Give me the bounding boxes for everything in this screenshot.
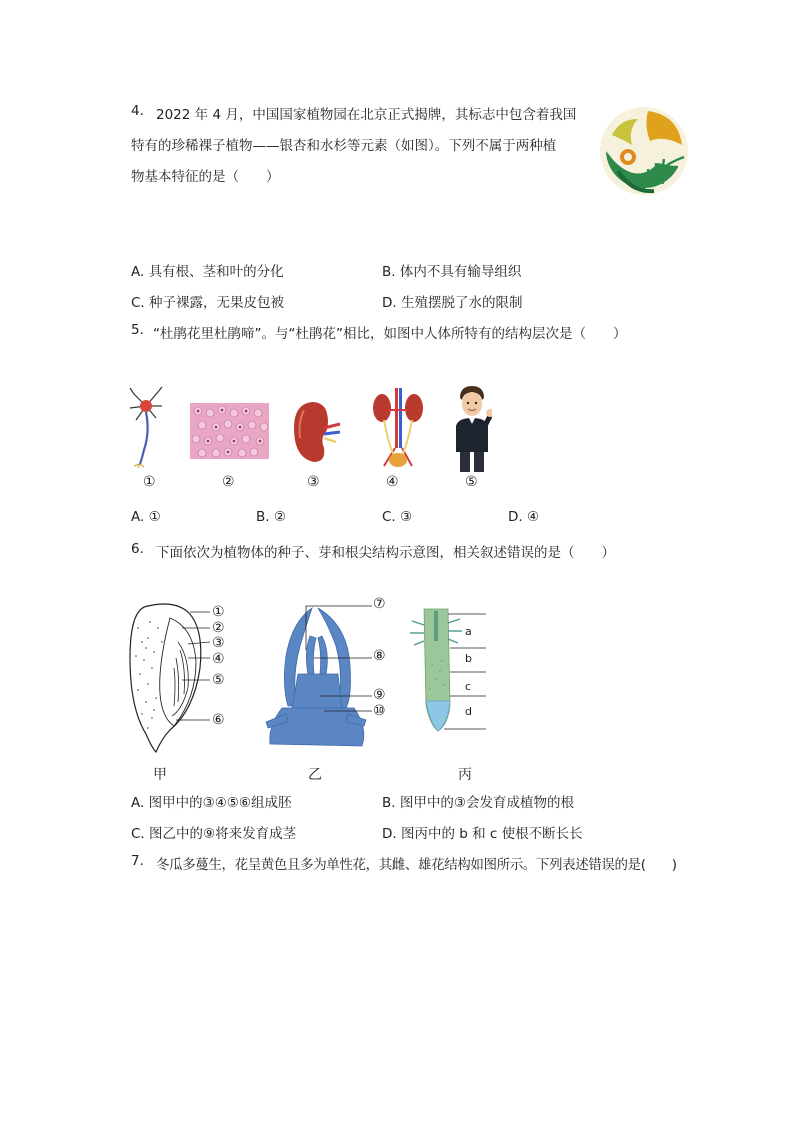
q5-option-d[interactable]: D. ④: [508, 509, 540, 525]
seed-label-6: ⑥: [212, 712, 225, 728]
q6-number: 6.: [131, 541, 144, 557]
q5-option-c[interactable]: C. ③: [382, 509, 413, 525]
person-image: [452, 386, 492, 472]
q6-option-c[interactable]: C. 图乙中的⑨将来发育成茎: [131, 826, 297, 842]
bud-diagram: [262, 596, 402, 752]
botanical-garden-logo: [598, 105, 690, 197]
root-label-d: d: [465, 705, 472, 718]
q4-number: 4.: [131, 103, 144, 119]
q4-line1: 2022 年 4 月，中国国家植物园在北京正式揭牌，其标志中包含着我国: [156, 107, 577, 123]
bud-label-9: ⑨: [373, 687, 386, 703]
q5-label-5: ⑤: [465, 474, 478, 490]
q5-label-4: ④: [386, 474, 399, 490]
seed-label-4: ④: [212, 651, 225, 667]
q5-label-2: ②: [222, 474, 235, 490]
bud-label-8: ⑧: [373, 648, 386, 664]
q6-stem: 下面依次为植物体的种子、芽和根尖结构示意图，相关叙述错误的是（ ）: [156, 545, 615, 561]
q6-option-b[interactable]: B. 图甲中的③会发育成植物的根: [382, 795, 574, 811]
caption-bing: 丙: [458, 767, 472, 783]
q5-label-1: ①: [143, 474, 156, 490]
q7-stem: 冬瓜多蔓生，花呈黄色且多为单性花，其雌、雄花结构如图所示。下列表述错误的是( ): [156, 857, 677, 873]
q4-option-d[interactable]: D. 生殖摆脱了水的限制: [382, 295, 523, 311]
q5-label-3: ③: [307, 474, 320, 490]
bud-label-7: ⑦: [373, 596, 386, 612]
q4-option-a[interactable]: A. 具有根、茎和叶的分化: [131, 264, 284, 280]
seed-label-5: ⑤: [212, 672, 225, 688]
q5-option-b[interactable]: B. ②: [256, 509, 286, 525]
urinary-system-image: [370, 386, 426, 472]
seed-label-2: ②: [212, 620, 225, 636]
q5-option-a[interactable]: A. ①: [131, 509, 161, 525]
q4-line3: 物基本特征的是（ ）: [131, 169, 280, 185]
q4-option-b[interactable]: B. 体内不具有输导组织: [382, 264, 522, 280]
q7-number: 7.: [131, 853, 144, 869]
root-label-a: a: [465, 625, 472, 638]
seed-label-1: ①: [212, 604, 225, 620]
seed-label-3: ③: [212, 635, 225, 651]
seed-diagram: [118, 598, 258, 758]
root-tip-diagram: [404, 605, 490, 737]
caption-yi: 乙: [308, 767, 322, 783]
kidney-image: [290, 398, 344, 466]
q4-option-c[interactable]: C. 种子裸露，无果皮包被: [131, 295, 285, 311]
q4-line2: 特有的珍稀裸子植物——银杏和水杉等元素（如图）。下列不属于两种植: [131, 138, 557, 154]
q6-option-d[interactable]: D. 图丙中的 b 和 c 使根不断长长: [382, 826, 583, 842]
tissue-image: [190, 403, 269, 459]
root-label-c: c: [465, 680, 472, 693]
bud-label-10: ⑩: [373, 703, 386, 719]
q5-number: 5.: [131, 322, 144, 338]
root-label-b: b: [465, 652, 472, 665]
q5-stem: “杜鹃花里杜鹃啼”。与“杜鹃花”相比，如图中人体所特有的结构层次是（ ）: [153, 326, 627, 342]
caption-jia: 甲: [153, 767, 167, 783]
q6-option-a[interactable]: A. 图甲中的③④⑤⑥组成胚: [131, 795, 292, 811]
neuron-image: [126, 386, 166, 468]
